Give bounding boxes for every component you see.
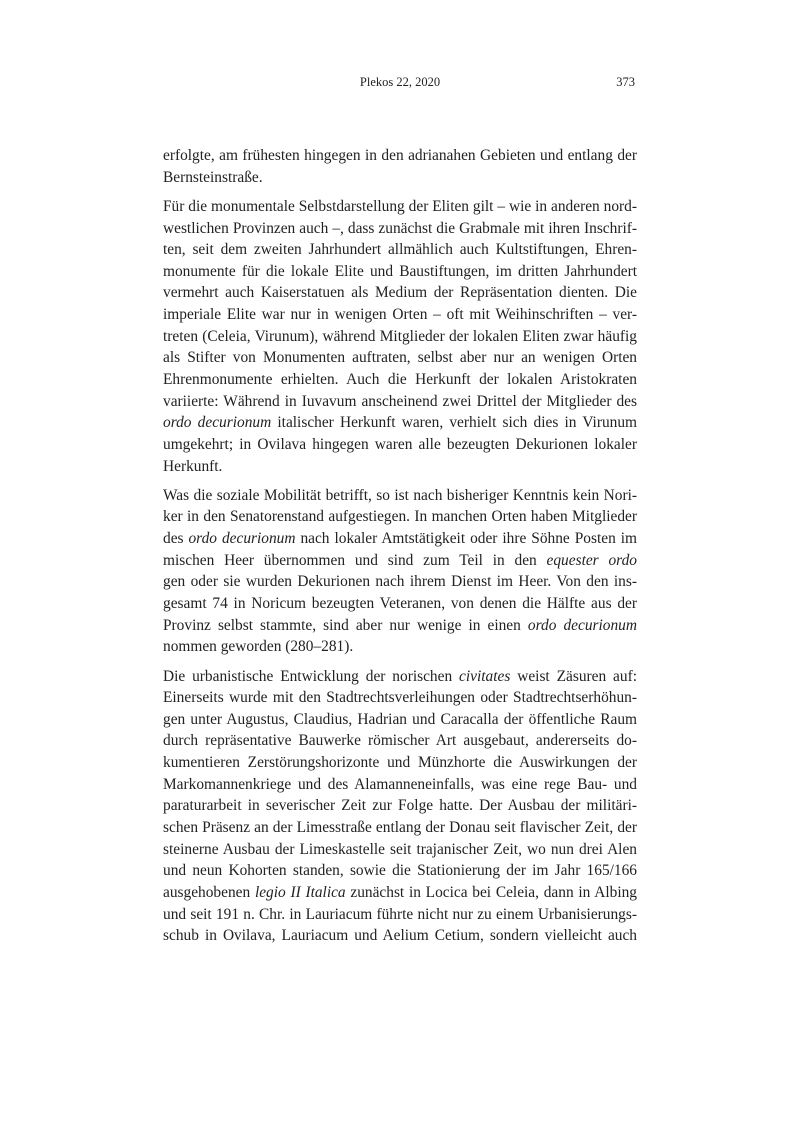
text-line: [163, 752, 637, 774]
text-line: [163, 571, 637, 593]
text-segment: gen unter Augustus, Claudius, Hadrian und Caracalla der öffentliche Raum: [163, 710, 637, 728]
text-segment: und seit 191 n. Chr. in Lauriacum führte nicht nur zu einem Urbanisierungs-: [163, 905, 637, 923]
text-segment: als Stifter von Monumenten auftraten, selbst aber nur an wenigen Orten: [163, 349, 637, 367]
text-segment: Einerseits wurde mit den Stadtrechtsverleihungen oder Stadtrechtserhöhun-: [163, 689, 637, 707]
journal-title: Plekos 22, 2020: [359, 75, 441, 89]
italic-term: legio II Italica: [254, 883, 346, 901]
text-segment: Was die soziale Mobilität betrifft, so ist nach bisheriger Kenntnis kein Nori-: [163, 486, 637, 504]
text-segment: paraturarbeit in severischer Zeit zur Folge hatte. Der Ausbau der militäri-: [163, 797, 637, 815]
text-segment: weist Zäsuren auf:: [510, 667, 637, 685]
italic-term: civitates: [459, 667, 511, 685]
text-line: [163, 925, 637, 947]
text-line: [163, 347, 637, 369]
text-segment: Ehrenmonumente erhielten. Auch die Herkunft der lokalen Aristokraten: [163, 371, 637, 388]
text-line: [163, 904, 637, 926]
paragraph: [163, 145, 637, 188]
text-line: [163, 593, 637, 615]
italic-term: equester ordo: [546, 551, 637, 569]
text-line: [163, 795, 637, 817]
text-line: [163, 485, 637, 507]
text-line: [163, 882, 637, 904]
text-segment: vermehrt auch Kaiserstatuen als Medium der Repräsentation dienten. Die: [163, 284, 637, 302]
paragraph: [163, 666, 637, 947]
text-segment: nommen geworden (280–281).: [163, 638, 354, 656]
text-line: [163, 218, 637, 240]
text-line: [163, 687, 637, 709]
text-segment: des: [163, 530, 189, 548]
text-segment: kumentieren Zerstörungshorizonte und Münzhorte die Auswirkungen der: [163, 754, 637, 772]
text-line: [163, 730, 637, 752]
text-segment: mischen Heer übernommen und sind zum Teil in den: [163, 551, 547, 569]
text-line: [163, 145, 637, 167]
text-line: [163, 196, 637, 218]
italic-term: ordo decurionum: [163, 414, 272, 432]
text-line: [163, 666, 637, 688]
text-segment: schub in Ovilava, Lauriacum und Aelium Cetium, sondern vielleicht auch: [163, 927, 637, 945]
paragraph: [163, 196, 637, 477]
text-line: [163, 774, 637, 796]
text-line: [163, 709, 637, 731]
text-line: [163, 550, 637, 572]
running-header: [163, 75, 637, 95]
text-line: [163, 167, 637, 189]
text-line: [163, 860, 637, 882]
text-segment: gen oder sie wurden Dekurionen nach ihrem Dienst im Heer. Von den ins-: [163, 573, 637, 591]
text-segment: schen Präsenz an der Limesstraße entlang der Donau seit flavischer Zeit, der: [163, 819, 637, 836]
text-line: [163, 282, 637, 304]
text-line: [163, 412, 637, 434]
text-line: [163, 636, 637, 658]
text-line: [163, 239, 637, 261]
page-number: 373: [616, 75, 635, 89]
text-segment: variierte: Während in Iuvavum anscheinend zwei Drittel der Mitglieder des: [163, 392, 637, 410]
text-segment: treten (Celeia, Virunum), während Mitglieder der lokalen Eliten zwar häufig: [163, 327, 637, 345]
text-segment: ausgehobenen: [163, 883, 255, 901]
text-line: [163, 506, 637, 528]
text-line: [163, 434, 637, 456]
text-line: [163, 839, 637, 861]
text-segment: und neun Kohorten standen, sowie die Stationierung der im Jahr 165/166: [163, 862, 637, 880]
text-segment: monumente für die lokale Elite und Baustiftungen, im dritten Jahrhundert: [163, 262, 637, 280]
text-segment: steinerne Ausbau der Limeskastelle seit trajanischer Zeit, wo nun drei Alen: [163, 840, 637, 858]
text-line: [163, 326, 637, 348]
text-segment: gesamt 74 in Noricum bezeugten Veteranen, von denen die Hälfte aus der: [163, 595, 637, 612]
text-segment: imperiale Elite war nur in wenigen Orten – oft mit Weihinschriften – ver-: [163, 306, 637, 324]
text-line: [163, 456, 637, 478]
text-segment: zunächst in Locica bei Celeia, dann in Albing: [345, 883, 637, 901]
text-segment: erfolgte, am frühesten hingegen in den adrianahen Gebieten und entlang der: [163, 147, 637, 164]
text-segment: umgekehrt; in Ovilava hingegen waren alle bezeugten Dekurionen lokaler: [163, 435, 637, 453]
italic-term: ordo decurionum: [527, 616, 637, 634]
text-segment: ten, seit dem zweiten Jahrhundert allmählich auch Kultstiftungen, Ehren-: [163, 241, 637, 259]
text-segment: Provinz selbst stammte, sind aber nur wenige in einen: [163, 616, 528, 634]
text-line: [163, 369, 637, 391]
text-segment: Für die monumentale Selbstdarstellung der Eliten gilt – wie in anderen nord-: [163, 197, 637, 215]
text-line: [163, 391, 637, 413]
italic-term: ordo decurionum: [188, 530, 296, 548]
paragraph: [163, 485, 637, 658]
text-segment: durch repräsentative Bauwerke römischer Art ausgebaut, andererseits do-: [163, 732, 637, 750]
text-line: [163, 528, 637, 550]
text-segment: nach lokaler Amtstätigkeit oder ihre Söhne Posten im: [300, 530, 637, 548]
text-line: [163, 261, 637, 283]
text-line: [163, 304, 637, 326]
text-segment: Die urbanistische Entwicklung der norischen: [163, 667, 460, 685]
body-text: [163, 145, 637, 954]
text-segment: Markomannenkriege und des Alamanneneinfalls, was eine rege Bau- und: [163, 775, 637, 793]
text-segment: italischer Herkunft waren, verhielt sich dies in Virunum: [277, 414, 637, 432]
text-segment: ker in den Senatorenstand aufgestiegen. In manchen Orten haben Mitglieder: [163, 508, 637, 526]
text-segment: Bernsteinstraße.: [163, 168, 263, 186]
text-line: [163, 817, 637, 839]
text-segment: Herkunft.: [163, 457, 223, 475]
text-line: [163, 615, 637, 637]
text-segment: westlichen Provinzen auch –, dass zunächst die Grabmale mit ihren Inschrif-: [163, 219, 637, 237]
